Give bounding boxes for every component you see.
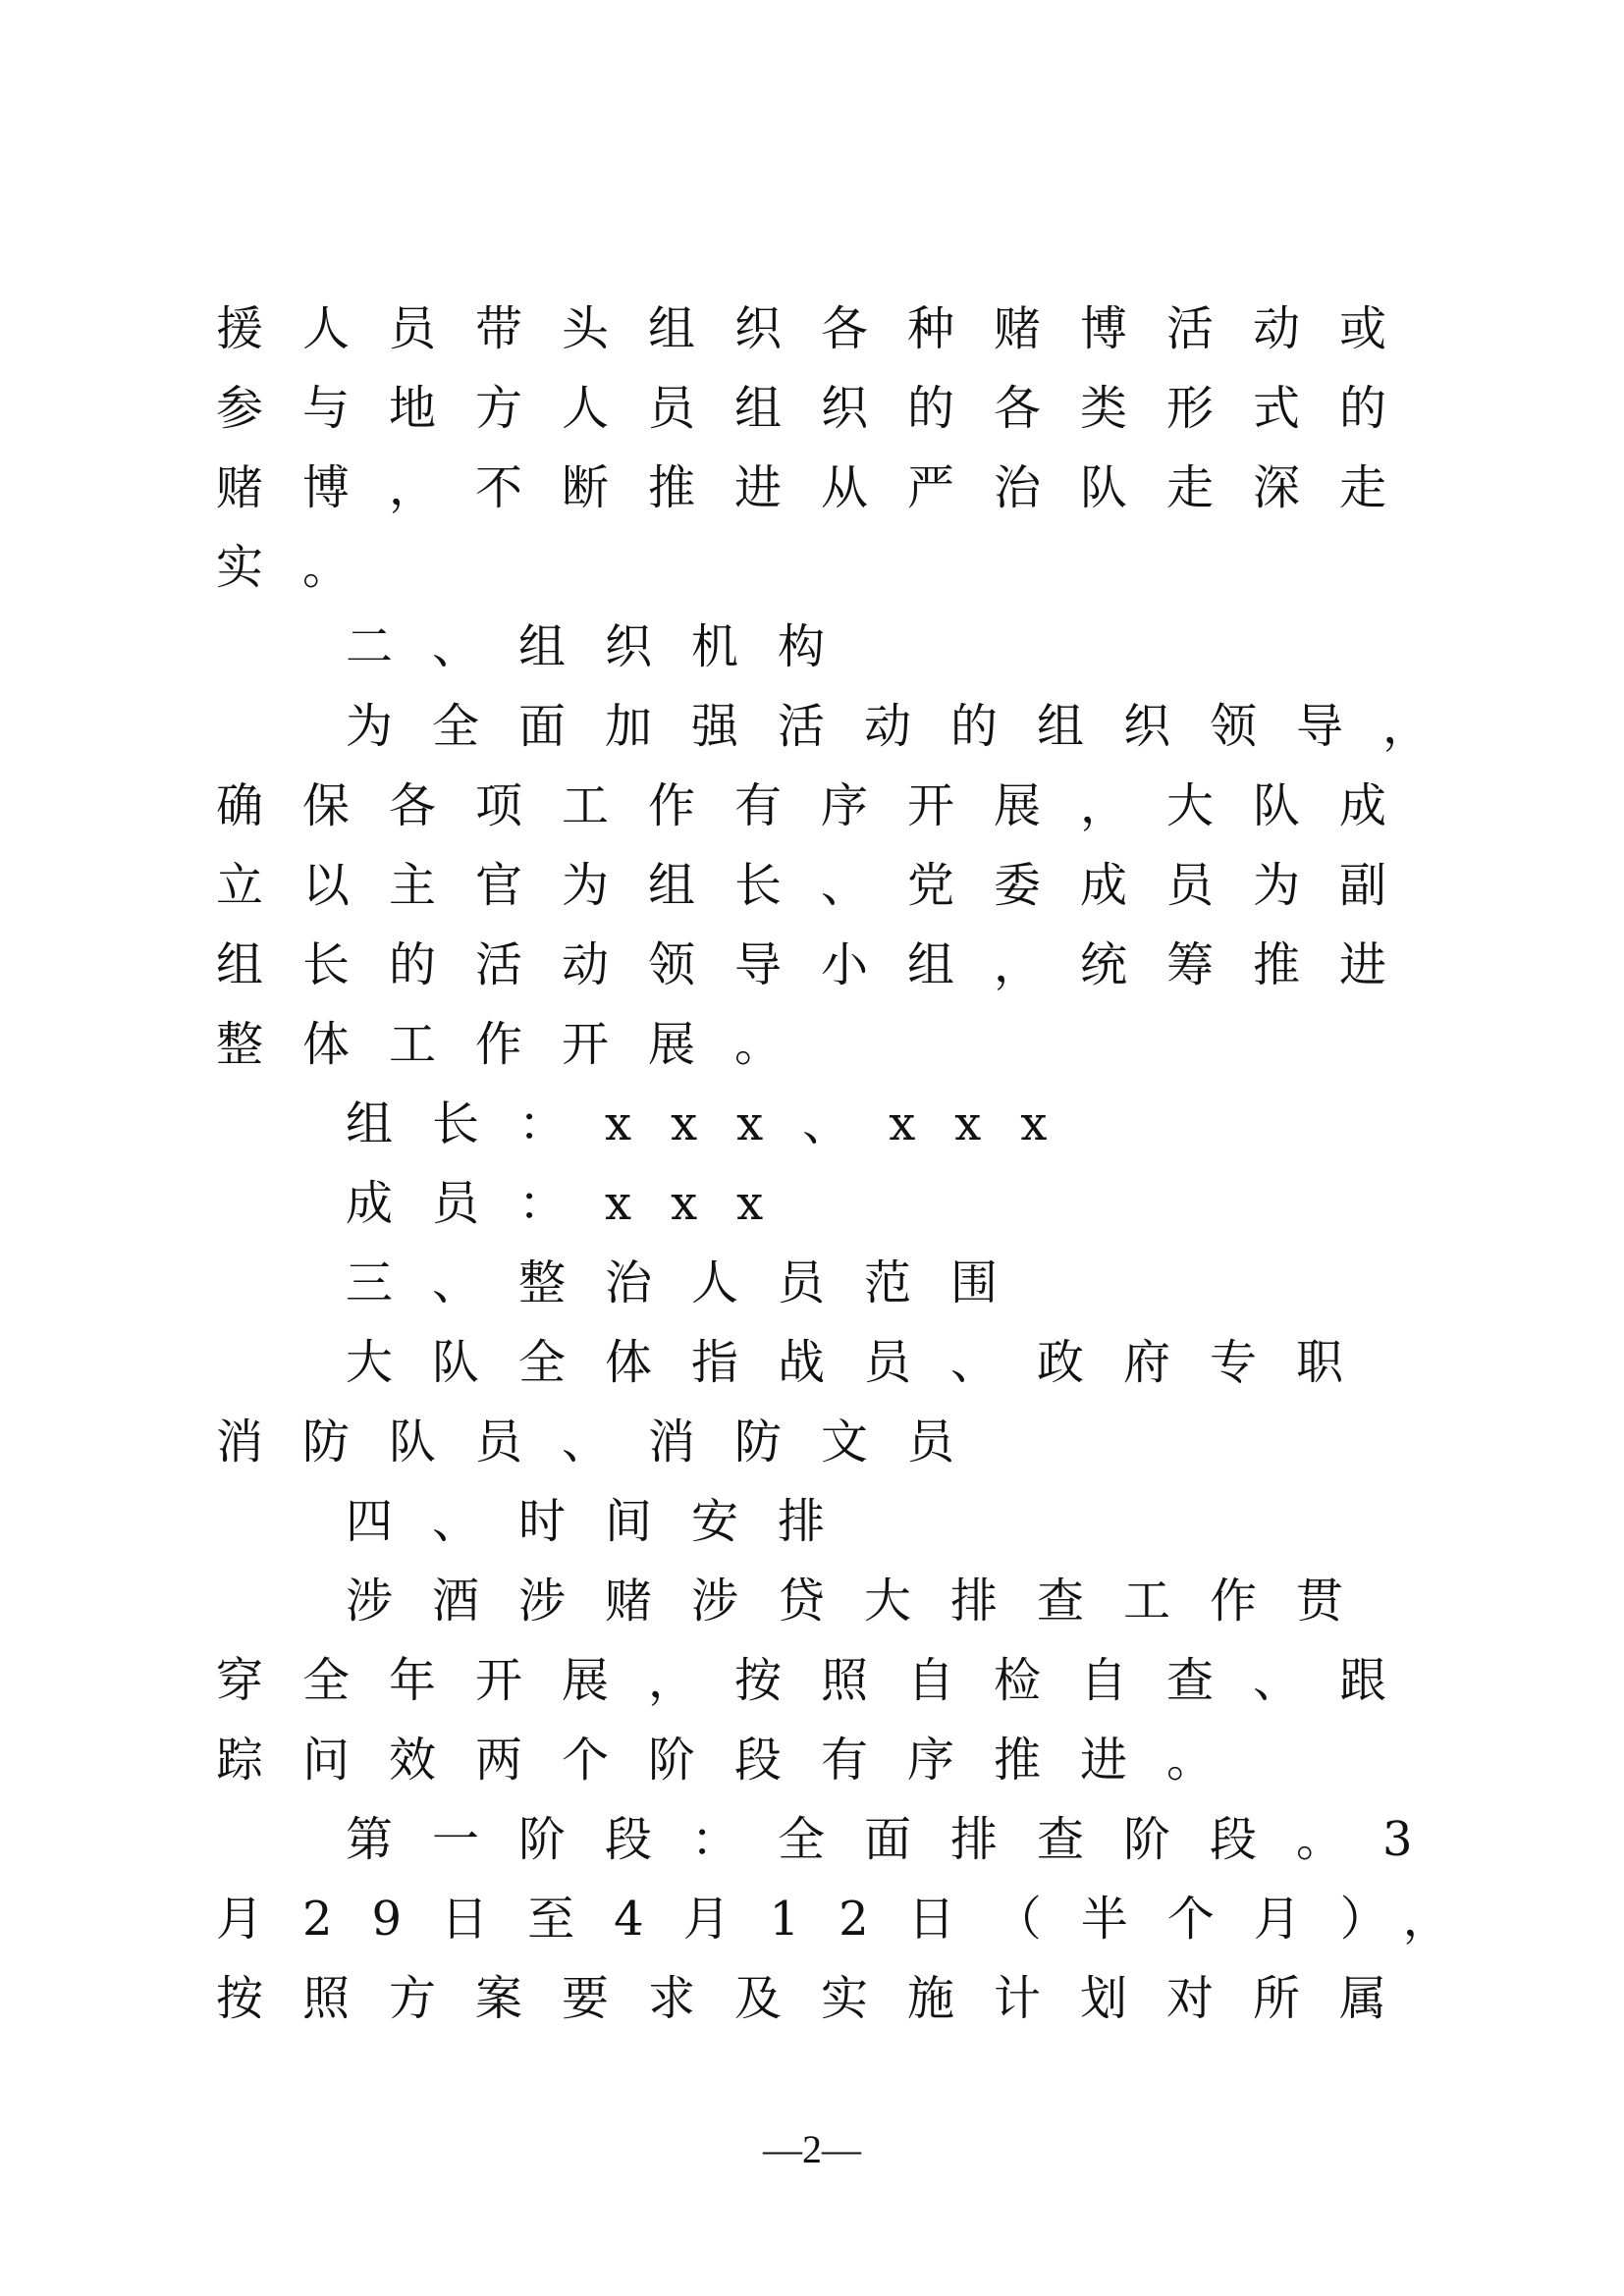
body-text-line: 第一阶段：全面排查阶段。3 xyxy=(346,1812,1452,1867)
team-member-line: 成员：xxx xyxy=(346,1176,803,1231)
body-text-line: 援人员带头组织各种赌博活动或 xyxy=(216,301,1427,356)
body-text-line: 月29日至4月12日（半个月）， xyxy=(216,1892,1489,1947)
section-heading: 二、组织机构 xyxy=(346,619,865,674)
body-text-line: 为全面加强活动的组织领导， xyxy=(346,699,1470,754)
body-text-line: 整体工作开展。 xyxy=(216,1017,822,1072)
body-text-line: 赌博，不断推进从严治队走深走 xyxy=(216,460,1427,515)
body-text-line: 穿全年开展，按照自检自查、跟 xyxy=(216,1653,1427,1708)
body-text-line: 参与地方人员组织的各类形式的 xyxy=(216,381,1427,436)
body-text-line: 大队全体指战员、政府专职 xyxy=(346,1335,1383,1390)
body-text-line: 消防队员、消防文员 xyxy=(216,1415,995,1469)
body-text-line: 确保各项工作有序开展，大队成 xyxy=(216,778,1427,833)
section-heading: 三、整治人员范围 xyxy=(346,1255,1038,1310)
body-text-line: 立以主官为组长、党委成员为副 xyxy=(216,858,1427,913)
team-leader-line: 组长：xxx、xxx xyxy=(346,1096,1087,1151)
body-text-line: 涉酒涉赌涉贷大排查工作贯 xyxy=(346,1574,1383,1629)
section-heading: 四、时间安排 xyxy=(346,1494,865,1549)
body-text-line: 按照方案要求及实施计划对所属 xyxy=(216,1971,1427,2026)
body-text-line: 踪问效两个阶段有序推进。 xyxy=(216,1733,1254,1788)
page-number: —2— xyxy=(763,2127,861,2171)
body-text-line: 实。 xyxy=(216,540,390,595)
body-text-line: 组长的活动领导小组，统筹推进 xyxy=(216,937,1427,992)
